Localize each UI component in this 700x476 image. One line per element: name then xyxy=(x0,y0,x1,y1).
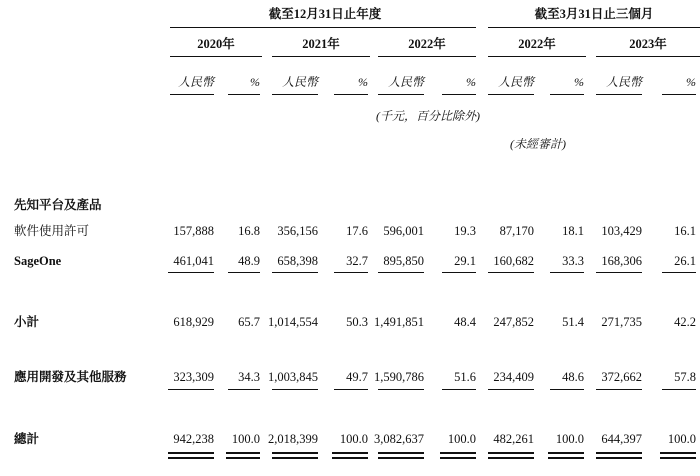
percent-header: % xyxy=(250,75,260,89)
row-rule xyxy=(272,389,318,390)
cell-percent: 32.7 xyxy=(346,254,368,268)
cell-percent: 100.0 xyxy=(231,432,260,446)
total-double-rule xyxy=(488,457,534,459)
cell-percent: 51.6 xyxy=(454,370,476,384)
group-rule-fiscal-year xyxy=(170,27,476,28)
cell-value: 372,662 xyxy=(601,370,642,384)
year-rule-2022 xyxy=(378,56,476,57)
cell-value: 323,309 xyxy=(173,370,214,384)
row-rule xyxy=(442,272,476,273)
cell-percent: 57.8 xyxy=(674,370,696,384)
row-rule xyxy=(378,272,424,273)
row-rule xyxy=(334,272,368,273)
total-double-rule xyxy=(548,457,584,459)
year-header-2022-q1: 2022年 xyxy=(518,37,556,51)
cell-value: 1,491,851 xyxy=(374,315,424,329)
row-rule xyxy=(228,272,260,273)
total-double-rule xyxy=(660,457,696,459)
row-rule xyxy=(550,389,584,390)
year-header-2020: 2020年 xyxy=(197,37,235,51)
row-rule xyxy=(272,272,318,273)
cell-percent: 18.1 xyxy=(562,224,584,238)
cell-percent: 48.9 xyxy=(238,254,260,268)
total-double-rule xyxy=(332,457,368,459)
total-double-rule xyxy=(378,457,424,459)
header-underline xyxy=(334,94,368,95)
total-double-rule xyxy=(440,452,476,454)
cell-value: 1,590,786 xyxy=(374,370,424,384)
cell-value: 644,397 xyxy=(601,432,642,446)
cell-percent: 19.3 xyxy=(454,224,476,238)
row-rule xyxy=(596,272,642,273)
cell-value: 1,003,845 xyxy=(268,370,318,384)
header-underline xyxy=(596,94,642,95)
unit-note: (千元，百分比除外) xyxy=(376,109,480,123)
cell-percent: 51.4 xyxy=(562,315,584,329)
cell-value: 87,170 xyxy=(499,224,534,238)
cell-value: 247,852 xyxy=(493,315,534,329)
total-double-rule xyxy=(168,457,214,459)
cell-percent: 100.0 xyxy=(555,432,584,446)
currency-header: 人民幣 xyxy=(605,75,642,89)
row-rule xyxy=(228,389,260,390)
cell-value: 168,306 xyxy=(601,254,642,268)
total-double-rule xyxy=(596,452,642,454)
cell-percent: 49.7 xyxy=(346,370,368,384)
cell-percent: 42.2 xyxy=(674,315,696,329)
header-underline xyxy=(378,94,424,95)
total-double-rule xyxy=(272,457,318,459)
row-rule xyxy=(662,272,696,273)
currency-header: 人民幣 xyxy=(177,75,214,89)
row-label-services: 應用開發及其他服務 xyxy=(14,370,127,384)
row-label-software-license: 軟件使用許可 xyxy=(14,224,90,238)
cell-percent: 100.0 xyxy=(447,432,476,446)
cell-value: 942,238 xyxy=(173,432,214,446)
row-rule xyxy=(488,272,534,273)
header-underline xyxy=(488,94,534,95)
header-underline xyxy=(228,94,260,95)
cell-value: 596,001 xyxy=(383,224,424,238)
cell-value: 160,682 xyxy=(493,254,534,268)
year-header-2022: 2022年 xyxy=(408,37,446,51)
section-heading: 先知平台及產品 xyxy=(14,198,102,212)
year-header-2023-q1: 2023年 xyxy=(629,37,667,51)
cell-value: 3,082,637 xyxy=(374,432,424,446)
year-rule-2023-q1 xyxy=(596,56,700,57)
cell-percent: 33.3 xyxy=(562,254,584,268)
row-label-subtotal: 小計 xyxy=(14,315,40,329)
cell-value: 356,156 xyxy=(277,224,318,238)
total-double-rule xyxy=(596,457,642,459)
row-rule xyxy=(334,389,368,390)
total-double-rule xyxy=(332,452,368,454)
total-double-rule xyxy=(548,452,584,454)
total-double-rule xyxy=(440,457,476,459)
row-rule xyxy=(596,389,642,390)
cell-value: 461,041 xyxy=(173,254,214,268)
percent-header: % xyxy=(574,75,584,89)
cell-percent: 17.6 xyxy=(346,224,368,238)
row-rule xyxy=(442,389,476,390)
row-rule xyxy=(378,389,424,390)
cell-value: 157,888 xyxy=(173,224,214,238)
cell-value: 658,398 xyxy=(277,254,318,268)
group-header-fiscal-year: 截至12月31日止年度 xyxy=(268,7,382,21)
cell-value: 103,429 xyxy=(601,224,642,238)
total-double-rule xyxy=(168,452,214,454)
cell-percent: 34.3 xyxy=(238,370,260,384)
cell-percent: 48.4 xyxy=(454,315,476,329)
percent-header: % xyxy=(466,75,476,89)
unaudited-note: (未經審計) xyxy=(510,137,566,151)
row-rule xyxy=(168,389,214,390)
cell-percent: 48.6 xyxy=(562,370,584,384)
total-double-rule xyxy=(226,452,260,454)
cell-percent: 100.0 xyxy=(667,432,696,446)
row-label-total: 總計 xyxy=(14,432,40,446)
year-rule-2021 xyxy=(272,56,370,57)
year-rule-2020 xyxy=(170,56,262,57)
cell-percent: 65.7 xyxy=(238,315,260,329)
year-header-2021: 2021年 xyxy=(302,37,340,51)
cell-value: 895,850 xyxy=(383,254,424,268)
cell-value: 234,409 xyxy=(493,370,534,384)
cell-percent: 100.0 xyxy=(339,432,368,446)
cell-value: 2,018,399 xyxy=(268,432,318,446)
total-double-rule xyxy=(272,452,318,454)
currency-header: 人民幣 xyxy=(497,75,534,89)
cell-percent: 16.8 xyxy=(238,224,260,238)
cell-value: 1,014,554 xyxy=(268,315,318,329)
header-underline xyxy=(170,94,214,95)
cell-percent: 29.1 xyxy=(454,254,476,268)
row-rule xyxy=(168,272,214,273)
cell-percent: 26.1 xyxy=(674,254,696,268)
group-header-three-months: 截至3月31日止三個月 xyxy=(534,7,654,21)
percent-header: % xyxy=(358,75,368,89)
total-double-rule xyxy=(660,452,696,454)
currency-header: 人民幣 xyxy=(387,75,424,89)
total-double-rule xyxy=(378,452,424,454)
total-double-rule xyxy=(226,457,260,459)
cell-value: 482,261 xyxy=(493,432,534,446)
currency-header: 人民幣 xyxy=(281,75,318,89)
cell-percent: 16.1 xyxy=(674,224,696,238)
row-rule xyxy=(550,272,584,273)
row-rule xyxy=(488,389,534,390)
group-rule-three-months xyxy=(488,27,700,28)
header-underline xyxy=(550,94,584,95)
cell-value: 271,735 xyxy=(601,315,642,329)
cell-value: 618,929 xyxy=(173,315,214,329)
header-underline xyxy=(272,94,318,95)
year-rule-2022-q1 xyxy=(488,56,586,57)
header-underline xyxy=(442,94,476,95)
cell-percent: 50.3 xyxy=(346,315,368,329)
percent-header: % xyxy=(686,75,696,89)
row-label-sageone: SageOne xyxy=(14,254,62,268)
header-underline xyxy=(662,94,696,95)
total-double-rule xyxy=(488,452,534,454)
row-rule xyxy=(662,389,696,390)
